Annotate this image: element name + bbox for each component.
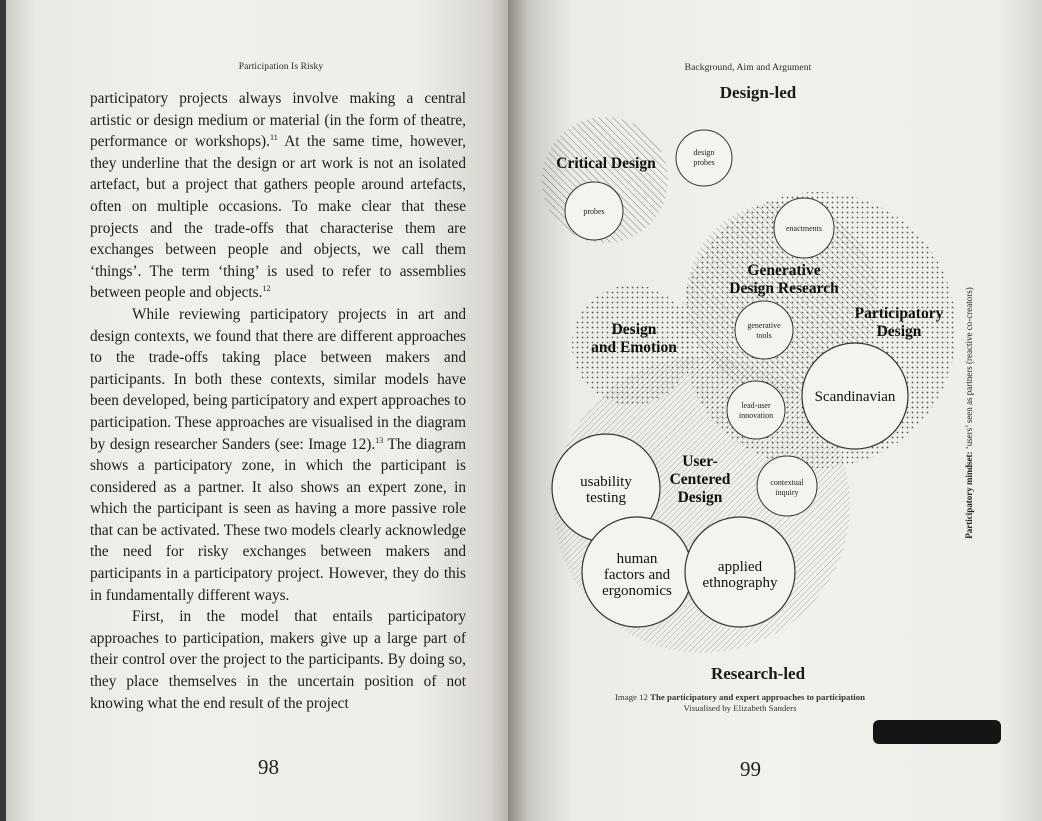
lead-user-label-2: innovation	[738, 411, 774, 420]
design-probes-label-1: design	[693, 148, 715, 157]
participatory-mindset-text	[964, 287, 974, 538]
contextual-label-2: inquiry	[775, 488, 799, 497]
human-factors-label-3: ergonomics	[602, 583, 672, 599]
left-running-head: Participation Is Risky	[238, 62, 324, 72]
ucd-label-2: Centered	[669, 471, 731, 488]
generative-tools-circle	[735, 301, 793, 359]
generative-tools-label-2: tools	[756, 331, 772, 340]
lead-user-label-1: lead-user	[741, 401, 771, 410]
generative-label-1: Generative	[747, 262, 821, 279]
paragraph-2-cont: The diagram shows a participatory zone, in which the participant is considered as a partner. It also shows an expert zone, in which the participant is seen as having a more passive role that can be activated. These two models clearly acknowledge the need for risky exchanges between makers and participants in a participatory project. However, they do this in fundamentally different ways.	[90, 435, 466, 604]
applied-ethnography-label-1: applied	[717, 559, 763, 575]
participatory-label-2: Design	[876, 323, 922, 340]
paragraph-1-start: participatory projects always involve making a central artistic or design medium or material (in the form of theatre, performance or workshops).	[90, 90, 466, 151]
participatory-mindset-label	[957, 273, 981, 553]
right-page-number: 99	[740, 757, 761, 781]
caption-title: The participatory and expert approaches to participation	[650, 692, 866, 702]
page-edge-marker	[873, 720, 1001, 744]
contextual-label-1: contextual	[770, 478, 804, 487]
research-led-label: Research-led	[710, 664, 806, 683]
footnote-ref-11: 11	[269, 133, 278, 143]
critical-design-label: Critical Design	[556, 155, 656, 172]
caption-label: Image 12	[614, 692, 648, 702]
caption-line-1	[570, 692, 910, 703]
ucd-label-1: User-	[682, 453, 718, 470]
figure-caption	[570, 692, 910, 714]
lead-user-circle	[727, 381, 785, 439]
applied-ethnography-label-2: ethnography	[702, 575, 778, 591]
probes-label: probes	[583, 207, 605, 216]
paragraph-2-start: While reviewing participatory projects in art and design contexts, we found that there are different approaches to the trade-offs taking place between makers and participants. In both these contexts, similar models have been developed, being participatory and expert approaches to participation. These approaches are visualised in the diagram by design researcher Sanders (see: Image 12).	[90, 305, 466, 453]
enactments-label: enactments	[786, 224, 822, 233]
mindset-strong: Participatory mindset:	[964, 451, 974, 539]
ucd-label-3: Design	[677, 489, 723, 506]
scandinavian-label: Scandinavian	[814, 389, 896, 405]
usability-label-1: usability	[580, 474, 632, 490]
generative-tools-label-1: generative	[747, 321, 781, 330]
usability-label-2: testing	[586, 490, 626, 506]
design-emotion-label-2: and Emotion	[591, 339, 677, 356]
participatory-label-1: Participatory	[854, 305, 944, 322]
paragraph-1-cont: At the same time, however, they underline that the design or art work is not an isolated artefact, but a project that gathers people around artefacts, often on multiple occasions. To make clear that these projects and the trade-offs that characterise them are exchanges between people and objects, we call them ‘things’. The term ‘thing’ is used to refer to assemblies between people and objects.	[90, 133, 466, 302]
footnote-ref-12: 12	[262, 284, 271, 294]
human-factors-label-1: human	[616, 551, 658, 567]
design-emotion-label-1: Design	[611, 321, 657, 338]
left-page-number: 98	[258, 755, 279, 779]
design-led-label: Design-led	[719, 83, 797, 102]
right-running-head: Background, Aim and Argument	[684, 63, 812, 73]
footnote-ref-13: 13	[375, 435, 384, 445]
design-probes-label-2: probes	[693, 158, 715, 167]
paragraph-3: First, in the model that entails participatory approaches to participation, makers give up a large part of their control over the project to the participants. By doing so, they place themselves in the uncertain position of not knowing what the end result of the project	[90, 608, 466, 712]
mindset-text: ‘users’ seen as partners (reactive co-creators)	[964, 287, 974, 452]
generative-label-2: Design Research	[729, 280, 839, 297]
caption-credit: Visualised by Elizabeth Sanders	[683, 703, 797, 713]
human-factors-label-2: factors and	[603, 567, 671, 583]
